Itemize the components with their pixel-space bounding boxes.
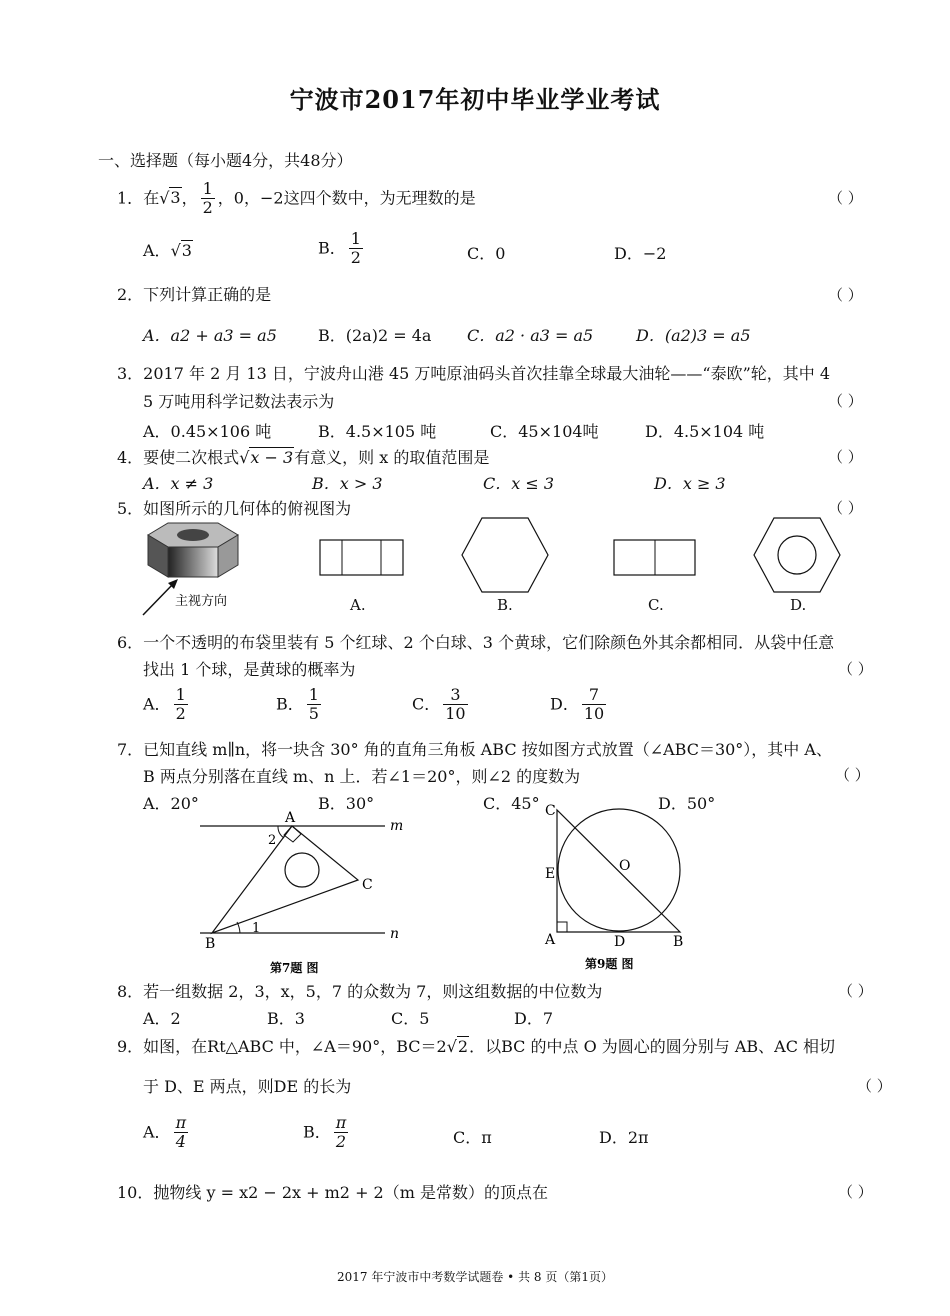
q9-post: ．以BC 的中点 O 为圆心的圆分别与 AB、AC 相切 <box>469 1037 836 1056</box>
q6-b-fraction <box>307 686 321 724</box>
section-heading: 一、选择题（每小题4分，共48分） <box>98 151 353 170</box>
q1-pre: 在 <box>143 188 160 208</box>
q3-option-d: D．4.5×104 吨 <box>645 422 765 441</box>
nut-hole <box>177 529 209 541</box>
q9-a-num: π <box>175 1113 187 1132</box>
q1-sep: ， <box>181 188 198 208</box>
q9-b-fraction <box>334 1114 349 1152</box>
fig9-label-o: O <box>619 858 631 874</box>
option-c-figure <box>612 538 698 578</box>
q2-option-c: C．a2 · a3 = a5 <box>467 326 594 345</box>
opt-d-circle <box>778 536 816 574</box>
q9-option-b <box>303 1114 351 1152</box>
q9-b-den: 2 <box>335 1132 347 1152</box>
fig7-label-2: 2 <box>268 833 277 848</box>
q4-sqrt: x − 3 <box>250 448 294 467</box>
question-5: 5．如图所示的几何体的俯视图为 <box>117 499 352 518</box>
q1-a-sqrt: 3 <box>181 241 192 260</box>
fig7-label-n: n <box>390 926 400 942</box>
q6-d-label: D． <box>550 694 579 714</box>
q5-answer-paren: （ ） <box>828 499 863 517</box>
opt-b-hexagon <box>462 518 548 592</box>
fig9-label-b: B <box>673 934 684 950</box>
question-3-line2: 5 万吨用科学记数法表示为 <box>143 392 335 411</box>
q9-b-label: B． <box>303 1122 331 1142</box>
q3-answer-paren: （ ） <box>828 392 863 410</box>
q1-b-label: B． <box>318 238 346 258</box>
question-9-line1: 9．如图，在Rt△ABC 中，∠A＝90°，BC＝2√2．以BC 的中点 O 为圆心的圆分别与 AB、AC 相切 <box>117 1037 836 1056</box>
q9-sqrt: 2 <box>457 1037 469 1056</box>
q3-option-c: C．45×104吨 <box>490 422 599 441</box>
q3-option-a: A．0.45×106 吨 <box>143 422 272 441</box>
view-direction-label: 主视方向 <box>175 594 228 609</box>
q6-b-den: 5 <box>308 704 319 724</box>
q1-frac-num: 1 <box>202 179 213 198</box>
q9-a-label: A． <box>143 1122 171 1142</box>
q6-d-fraction <box>582 686 606 724</box>
q6-d-den: 10 <box>583 704 605 724</box>
q8-option-b: B．3 <box>267 1009 305 1028</box>
figure-7 <box>190 808 410 978</box>
q6-b-num: 1 <box>308 685 319 704</box>
q6-b-label: B． <box>276 694 304 714</box>
q3-option-b: B．4.5×105 吨 <box>318 422 437 441</box>
q1-option-b <box>318 230 366 268</box>
fig9-label-a: A <box>545 932 556 948</box>
q5-option-b-label: B. <box>497 596 513 614</box>
q7-option-d: D．50° <box>658 794 716 813</box>
q7-option-b: B．30° <box>318 794 375 813</box>
q6-c-den: 10 <box>445 704 466 724</box>
option-a-figure <box>318 538 406 578</box>
q9-option-d: D．2π <box>599 1128 649 1147</box>
inner-circle <box>285 853 319 887</box>
fig9-label-c: C <box>545 803 556 819</box>
q1-fraction <box>201 180 215 218</box>
q2-option-b: B．(2a)2 = 4a <box>318 326 432 345</box>
question-6-line2: 找出 1 个球，是黄球的概率为 <box>143 660 356 679</box>
q9-b-num: π <box>335 1113 347 1132</box>
q1-b-fraction <box>349 230 363 268</box>
q6-a-label: A． <box>143 694 171 714</box>
fig7-label-c: C <box>362 877 373 893</box>
angle-2-arc <box>278 826 284 838</box>
question-4: 4．要使二次根式√x − 3有意义，则 x 的取值范围是 <box>117 448 490 467</box>
q1-post: ，0，−2这四个数中，为无理数的是 <box>217 188 476 208</box>
nut-front-face <box>168 547 218 577</box>
question-10: 10．抛物线 y = x2 − 2x + m2 + 2（m 是常数）的顶点在 <box>117 1183 548 1202</box>
q8-option-d: D．7 <box>514 1009 554 1028</box>
fig9-caption: 第9题 图 <box>585 957 634 971</box>
q9-option-c: C．π <box>453 1128 492 1147</box>
fig7-caption: 第7题 图 <box>270 961 319 975</box>
q1-number: 1． <box>117 188 144 208</box>
q8-answer-paren: （ ） <box>838 982 873 1000</box>
q1-a-label: A． <box>143 241 171 260</box>
q1-frac-den: 2 <box>202 198 213 218</box>
q4-option-b: B．x > 3 <box>312 474 383 493</box>
question-8: 8．若一组数据 2，3，x，5，7 的众数为 7，则这组数据的中位数为 <box>117 982 603 1001</box>
q9-pre: 9．如图，在Rt△ABC 中，∠A＝90°，BC＝2 <box>117 1037 447 1056</box>
fig9-label-d: D <box>614 934 626 950</box>
q1-b-num: 1 <box>350 229 361 248</box>
fig7-label-1: 1 <box>252 921 261 936</box>
q7-answer-paren: （ ） <box>835 766 870 784</box>
q1-sqrt: 3 <box>170 188 181 208</box>
option-b-figure <box>460 515 550 595</box>
q2-answer-paren: （ ） <box>828 286 863 304</box>
q9-a-den: 4 <box>175 1132 186 1152</box>
q10-answer-paren: （ ） <box>838 1183 873 1201</box>
q6-c-label: C． <box>412 694 441 714</box>
q4-post: 有意义，则 x 的取值范围是 <box>294 448 490 467</box>
fig9-label-e: E <box>545 866 556 882</box>
q6-a-num: 1 <box>175 685 186 704</box>
view-arrow <box>143 583 174 615</box>
question-6-line1: 6．一个不透明的布袋里装有 5 个红球、2 个白球、3 个黄球，它们除颜色外其余都相同．从袋中任意 <box>117 633 835 652</box>
question-1: 1．在√3， $\frac{1}{2}$ ，0，−2这四个数中，为无理数的是 <box>117 179 476 218</box>
q6-option-d <box>550 686 609 724</box>
q8-option-a: A．2 <box>143 1009 181 1028</box>
q6-option-b <box>276 686 324 724</box>
q7-option-c: C．45° <box>483 794 540 813</box>
page-title: 宁波市2017年初中毕业学业考试 <box>289 85 661 114</box>
q8-option-c: C．5 <box>391 1009 430 1028</box>
q1-answer-paren: （ ） <box>828 189 863 207</box>
q2-option-a: A．a2 + a3 = a5 <box>143 326 277 345</box>
q6-c-fraction <box>443 686 467 724</box>
q5-option-c-label: C. <box>648 596 664 614</box>
question-7-line1: 7．已知直线 m∥n，将一块含 30° 角的直角三角板 ABC 按如图方式放置（∠ABC＝30°），其中 A、 <box>117 740 832 759</box>
question-9-line2: 于 D、E 两点，则DE 的长为 <box>143 1077 352 1096</box>
figure-9 <box>535 800 695 978</box>
q6-d-num: 7 <box>582 686 606 705</box>
opt-a-rect <box>320 540 403 575</box>
opt-d-hexagon <box>754 518 840 592</box>
q4-answer-paren: （ ） <box>828 448 863 466</box>
hex-nut-figure <box>138 515 258 620</box>
q6-a-den: 2 <box>175 704 186 724</box>
q9-a-fraction <box>174 1114 189 1152</box>
q6-option-a <box>143 686 191 724</box>
fig7-label-a: A <box>285 810 296 826</box>
q5-option-a-label: A. <box>350 596 366 614</box>
option-d-figure <box>752 515 842 595</box>
q1-option-a: A．√3 <box>143 241 192 260</box>
q4-option-d: D．x ≥ 3 <box>654 474 726 493</box>
q2-option-d: D．(a2)3 = a5 <box>636 326 751 345</box>
q6-answer-paren: （ ） <box>838 660 873 678</box>
q4-pre: 4．要使二次根式 <box>117 448 240 467</box>
question-7-line2: B 两点分别落在直线 m、n 上．若∠1＝20°，则∠2 的度数为 <box>143 767 581 786</box>
q1-b-den: 2 <box>350 248 361 268</box>
right-angle-a <box>557 922 567 932</box>
question-3-line1: 3．2017 年 2 月 13 日，宁波舟山港 45 万吨原油码头首次挂靠全球最大油轮——“泰欧”轮，其中 4 <box>117 364 831 383</box>
q1-option-c: C．0 <box>467 244 506 263</box>
q4-option-c: C．x ≤ 3 <box>483 474 555 493</box>
fig7-label-b: B <box>205 936 216 952</box>
q4-option-a: A．x ≠ 3 <box>143 474 214 493</box>
q6-option-c <box>412 686 471 724</box>
triangle-abc <box>212 826 358 933</box>
q6-a-fraction <box>174 686 188 724</box>
q5-option-d-label: D. <box>790 596 807 614</box>
q1-option-d: D．−2 <box>614 244 667 263</box>
q7-option-a: A．20° <box>143 794 199 813</box>
q9-answer-paren: （ ） <box>857 1077 892 1095</box>
q6-c-num: 3 <box>443 686 467 705</box>
q9-option-a <box>143 1114 191 1152</box>
question-2: 2．下列计算正确的是 <box>117 285 272 304</box>
page-footer: 2017 年宁波市中考数学试题卷 • 共 8 页（第1页） <box>337 1270 613 1284</box>
fig7-label-m: m <box>390 818 404 834</box>
